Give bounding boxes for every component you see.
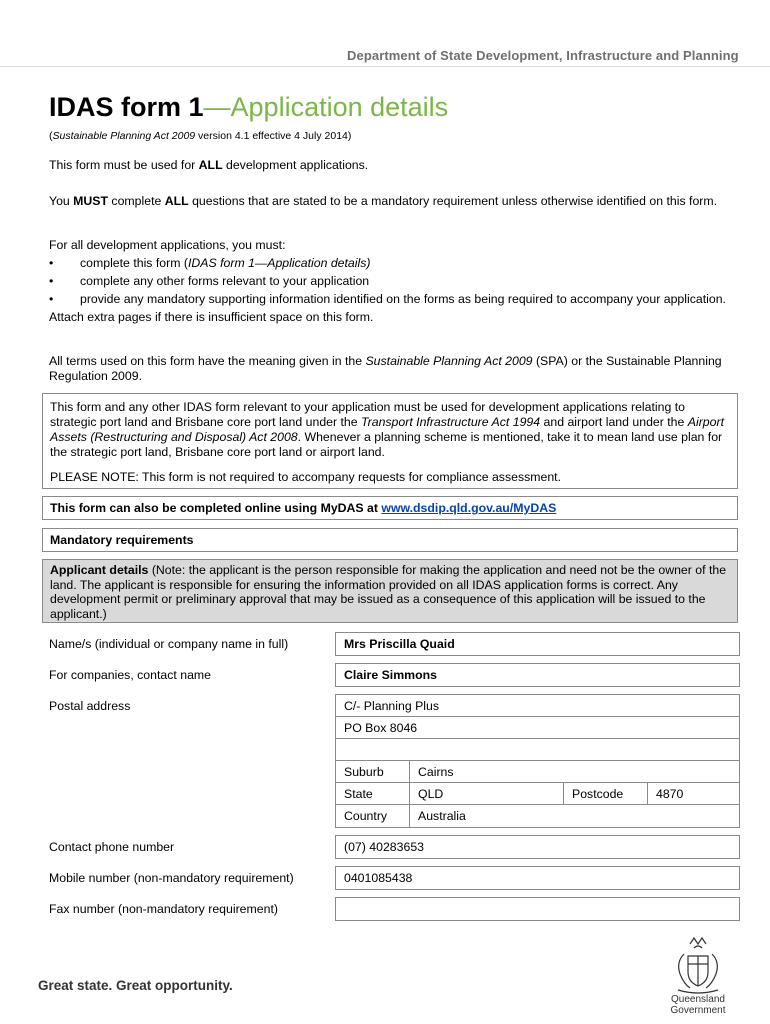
intro-paragraph-1: This form must be used for ALL development applications. <box>49 158 369 172</box>
version-text: version 4.1 effective 4 July 2014) <box>195 130 352 142</box>
phone-field[interactable]: (07) 40283653 <box>335 835 740 859</box>
suburb-label: Suburb <box>344 765 384 779</box>
footer-tagline: Great state. Great opportunity. <box>38 978 233 993</box>
country-label: Country <box>344 809 388 823</box>
postal-address-table <box>335 694 740 828</box>
header-divider <box>0 66 770 67</box>
fax-label: Fax number (non-mandatory requirement) <box>49 902 278 916</box>
list-item: • complete this form (IDAS form 1—Application details) <box>49 256 739 271</box>
suburb-field[interactable]: Cairns <box>409 761 739 782</box>
address-line-1[interactable]: C/- Planning Plus <box>336 695 739 717</box>
name-label: Name/s (individual or company name in full) <box>49 637 289 651</box>
requirements-list <box>49 256 739 307</box>
country-row <box>336 805 739 827</box>
intro-requirements <box>49 238 739 325</box>
title-main: IDAS form 1 <box>49 92 204 122</box>
list-item: • complete any other forms relevant to your application <box>49 274 739 289</box>
logo-line-2: Government <box>670 1005 726 1016</box>
state-label: State <box>344 787 373 801</box>
crest-icon <box>678 938 718 993</box>
state-field[interactable]: QLD <box>409 783 563 804</box>
mobile-field[interactable]: 0401085438 <box>335 866 740 890</box>
requirements-lead: For all development applications, you must: <box>49 238 286 252</box>
postcode-label: Postcode <box>563 783 647 804</box>
please-note: PLEASE NOTE: This form is not required to accompany requests for compliance assessment. <box>50 470 561 484</box>
phone-label: Contact phone number <box>49 840 175 854</box>
logo-line-1: Queensland <box>671 994 725 1005</box>
port-land-notice <box>42 393 738 489</box>
name-field[interactable]: Mrs Priscilla Quaid <box>335 632 740 656</box>
mobile-label: Mobile number (non-mandatory requirement) <box>49 871 294 885</box>
title-subtitle: —Application details <box>203 92 449 122</box>
state-row <box>336 783 739 805</box>
department-name: Department of State Development, Infrastructure and Planning <box>347 48 739 63</box>
suburb-row <box>336 761 739 783</box>
queensland-government-logo <box>664 932 732 1018</box>
mandatory-requirements-heading: Mandatory requirements <box>42 528 738 552</box>
applicant-details-note: Applicant details (Note: the applicant is the person responsible for making the application and need not be the owner of the land. The applicant is responsible for ensuring the information provided on all IDAS application forms is correct. Any development permit or preliminary approval that may be issued as a consequence of this application will be issued to the applicant.) <box>42 559 738 623</box>
contact-name-label: For companies, contact name <box>49 668 211 682</box>
country-field[interactable]: Australia <box>409 805 739 827</box>
postcode-field[interactable]: 4870 <box>647 783 739 804</box>
online-notice: This form can also be completed online using MyDAS at www.dsdip.qld.gov.au/MyDAS <box>42 496 738 520</box>
mydas-link[interactable]: www.dsdip.qld.gov.au/MyDAS <box>381 501 557 515</box>
intro-paragraph-terms: All terms used on this form have the meaning given in the Sustainable Planning Act 2009 (SPA) or the Sustainable Planning Regulation 2009. <box>49 354 722 383</box>
page-title <box>49 92 448 123</box>
fax-field[interactable] <box>335 897 740 921</box>
version-line: (Sustainable Planning Act 2009 version 4.1 effective 4 July 2014) <box>49 130 352 142</box>
address-line-2[interactable]: PO Box 8046 <box>336 717 739 739</box>
extra-pages-note: Attach extra pages if there is insufficient space on this form. <box>49 310 374 324</box>
postal-address-label: Postal address <box>49 699 131 713</box>
version-act: Sustainable Planning Act 2009 <box>52 130 196 142</box>
list-item: • provide any mandatory supporting information identified on the forms as being required to accompany your application. <box>49 292 739 307</box>
address-line-3[interactable] <box>336 739 739 761</box>
contact-name-field[interactable]: Claire Simmons <box>335 663 740 687</box>
notice-text: This form and any other IDAS form relevant to your application must be used for development applications relating to strategic port land and Brisbane core port land under the Transport Infrastructure Act 1994 and airport land under the Airport Assets (Restructuring and Disposal) Act 2008. Whenever a planning scheme is mentioned, take it to mean land use plan for the strategic port land, Brisbane core port land or airport land. <box>50 400 724 459</box>
intro-paragraph-2: You MUST complete ALL questions that are stated to be a mandatory requirement unless otherwise identified on this form. <box>49 194 718 208</box>
